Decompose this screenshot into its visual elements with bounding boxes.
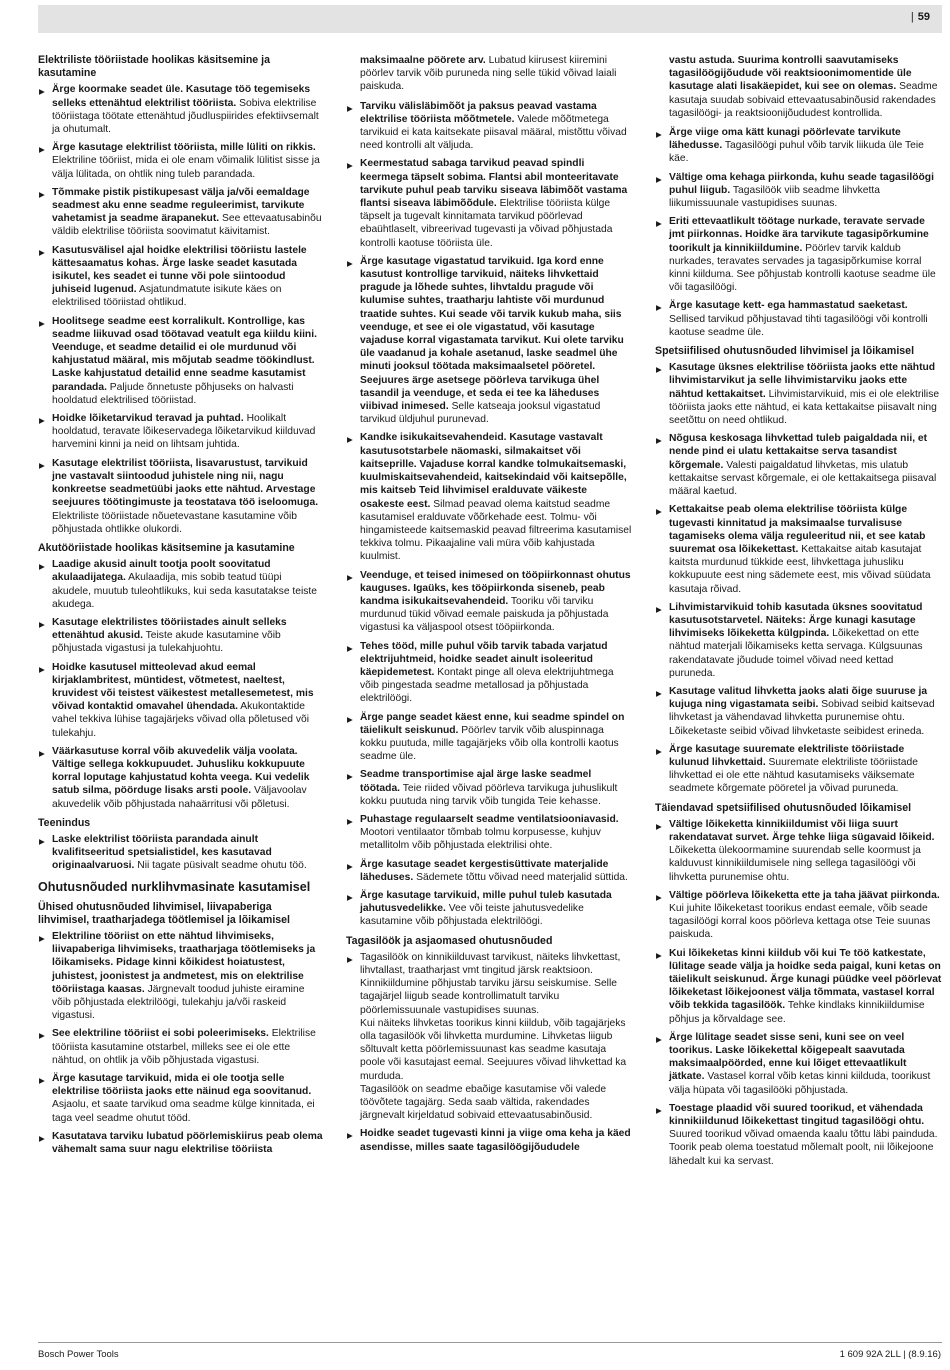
item-bold-text: Kasutage elektrilistes tööriistades ainult selleks ettenähtud akusid. bbox=[52, 616, 287, 642]
item-bold-text: Tõmmake pistik pistikupesast välja ja/või eemaldage seadmest aku enne seadme reguleerimist, tarvikute vahetamist ja seadme ärapanekut. bbox=[52, 186, 310, 225]
list-item bbox=[655, 743, 942, 796]
item-bold-text: See elektriline tööriist ei sobi poleerimiseks. bbox=[52, 1028, 269, 1040]
list-item bbox=[655, 685, 942, 738]
item-text: Pöörlev tarvik võib aluspinnaga kokku puutuda, mille tagajärjeks võib olla kontrolli kaotus seadme üle. bbox=[360, 724, 619, 763]
item-bold-text: Ärge lülitage seadet sisse seni, kuni see on veel toorikus. Laske lõikekettal kõigepealt saavutada maksimaalpöörded, enne kui lõiget ettevaatlikult jätkate. bbox=[669, 1031, 907, 1083]
item-text: Kui juhite lõikeketast toorikus endast eemale, võib seade tagasilöögi korral koos pöörleva kettaga otse Teie suunas paiskuda. bbox=[669, 902, 931, 941]
paragraph: Kui näiteks lihvketas toorikus kinni kiildub, võib tagajärjeks olla tagasilöök või lihvketta murdumine. Lihvketas liigub sõltuvalt ketta pöörlemissuunast kas seadme kasutaja poole või kasutajast eemal. Seejuures võivad lihvkettad ka murduda. bbox=[360, 1017, 627, 1082]
item-bold-text: Ärge kasutage vigastatud tarvikuid. Iga kord enne kasutust kontrollige tarvikuid, näiteks lihvkettaid pragude ja lõhede suhtes, lihvtaldu pragude või kulumise suhtes, traatharju lahtiste või murdunud traatide suhtes. Kui seade või tarvik kukub maha, siis veenduge, et see ei ole vigastatud, või kasutage vajaduse korral vigastamata tarvikut. Kui olete tarviku üle vaadanud ja kohale asetanud, laske seadmel ühe minuti jooksul töötada maksimaalsetel pööretel. Seejuures ärge asetsege pöörleva tarvikuga ühel tasandil ja veenduge, et seda ei tee ka läheduses viibivad inimesed. bbox=[360, 255, 624, 413]
list-item bbox=[655, 947, 942, 1026]
item-text: Selle katseaja jooksul vigastatud tarvikud üldjuhul purunevad. bbox=[360, 401, 601, 426]
item-text: Akukontaktide vahel tekkiva lühise tagajärjeks võivad olla põletused või tulekahju. bbox=[52, 701, 309, 739]
item-bold-text: Kasutusvälisel ajal hoidke elektrilisi tööriistu lastele kättesaamatus kohas. Ärge laske seadet kasutada isikutel, kes seadet ei tunne või pole siintoodud juhiseid lugenud. bbox=[52, 244, 307, 296]
section-heading-cutting: Täiendavad spetsiifilised ohutusnõuded lõikamisel bbox=[655, 801, 912, 814]
item-text: Kontakt pinge all oleva elektrijuhtmega võib pingestada seadme metallosad ja põhjustada elektrilöögi. bbox=[360, 666, 614, 705]
list-item bbox=[346, 569, 632, 635]
item-text: See ettevaatusabinõu väldib elektrilise tööriista soovimatut käivitamist. bbox=[52, 213, 322, 238]
list-item bbox=[38, 141, 323, 181]
column-3 bbox=[655, 54, 942, 1174]
list-item bbox=[655, 889, 942, 942]
list-item bbox=[346, 255, 632, 427]
list-item bbox=[655, 171, 942, 211]
item-bold-text: Kasutage üksnes elektrilise tööriista jaoks ette nähtud lihvimistarvikut ja selle lihvimistarviku jaoks ette nähtud kettakaitset. bbox=[669, 362, 936, 400]
item-bold-text: Hoolitsege seadme eest korralikult. Kontrollige, kas seadme liikuvad osad töötavad veatult ega kiildu kiini. Veenduge, et seadme detailid ei ole murdunud või kahjustatud määral, mis mõjutab seadme töökindlust. Laske kahjustatud detailid enne seadme kasutamist parandada. bbox=[52, 315, 317, 393]
item-bold-text: Keermestatud sabaga tarvikud peavad spindli keermega täpselt sobima. Flantsi abil monteeritavate tarvikute puhul peab tarviku siseava läbimõõt vastama flantsi siseava läbimõõdule. bbox=[360, 158, 628, 210]
item-text: Asjaolu, et saate tarvikud oma seadme külge kinnitada, ei taga veel seadme ohutut tööd. bbox=[52, 1099, 315, 1124]
item-bold-text: Kui lõikeketas kinni kiildub või kui Te töö katkestate, lülitage seade välja ja hoidke seda paigal, kuni ketas on täielikult seiskunud. Ärge kunagi püüdke veel pöörlevat lõikeketast lõikejoonest välja tõmmata, vastasel korral võib tekkida tagasilöök. bbox=[669, 947, 942, 1012]
item-text: Tooriku või tarviku murdunud tükid võivad eemale paiskuda ja põhjustada vigastusi ka väljaspool otsest tööpiirkonda. bbox=[360, 595, 609, 634]
item-bold-text: Hoidke kasutusel mitteolevad akud eemal kirjaklambritest, müntidest, võtmetest, naeltest, kruvidest või teistest väikestest metallesemetest, mis võivad kontaktid omavahel ühendada. bbox=[52, 661, 314, 713]
item-text: Sädemete tõttu võivad need materjalid süttida. bbox=[413, 871, 628, 883]
list-item bbox=[346, 157, 632, 249]
list-item bbox=[38, 186, 323, 239]
item-text: Elektriline tööriist, mida ei ole enam võimalik lülitist sisse ja välja lülitada, on ohtlik ning tuleb parandada. bbox=[52, 155, 320, 180]
item-text: Tagasilöök viib seadme lihvketta liikumissuunale vastupidises suunas. bbox=[669, 184, 880, 210]
item-bold-text: Kasutatava tarviku lubatud pöörlemiskiirus peab olema vähemalt sama suur nagu elektrilise tööriista bbox=[52, 1130, 323, 1156]
list-item bbox=[38, 833, 323, 873]
item-bold-text: Ärge kasutage suuremate elektriliste tööriistade kulunud lihvkettaid. bbox=[669, 743, 905, 768]
item-text: Elektriliste tööriistade nõuetevastane kasutamine võib põhjustada ohtlikke olukordi. bbox=[52, 510, 297, 535]
item-text: Asjatundmatute isikute käes on elektrilised tööriistad ohtlikud. bbox=[52, 284, 282, 309]
item-text: Suuremate elektriliste tööriistade lihvkettad ei ole ette nähtud kasutamiseks väiksemate seadmete kõrgemate pööretel ja võivad puruneda. bbox=[669, 756, 918, 795]
footer-doc-id: 1 609 92A 2LL | (8.9.16) bbox=[839, 1349, 941, 1360]
section-heading-service: Teenindus bbox=[38, 816, 91, 829]
list-item-continued: vastu astuda. Suurima kontrolli saavutamiseks tagasilöögijõudude või reaktsioonimomentide üle kasutage alati lisakäepidet, kui see on olemas. Seadme kasutaja suudab sobivaid ettevaatusabinõusid rakendades tagasilöögi- ja reaktsioonijõududest kontrollida. bbox=[669, 55, 938, 119]
item-bold-text: Lihvimistarvikuid tohib kasutada üksnes soovitatud kasutusotstarvetel. Näiteks: Ärge kunagi kasutage lihvimiseks lõikeketta külgpinda. bbox=[669, 601, 923, 640]
item-bold-text: Seadme transportimise ajal ärge laske seadmel töötada. bbox=[360, 769, 592, 794]
list-item bbox=[38, 558, 323, 611]
item-bold-text: Ärge pange seadet käest enne, kui seadme spindel on täielikult seiskunud. bbox=[360, 711, 625, 736]
list-item: ▶ Hoidke seadet tugevasti kinni ja viige oma keha ja käed asendisse, milles saate tagasilöögijõududele bbox=[346, 1127, 632, 1153]
item-text: Teiste akude kasutamine võib põhjustada vigastusi ja tulekahjuohtu. bbox=[52, 630, 281, 655]
list-col3 bbox=[655, 54, 942, 120]
item-text: Vee või teiste jahutusvedelike kasutamine võib põhjustada elektrilöögi. bbox=[360, 903, 584, 928]
list-item bbox=[655, 215, 942, 294]
item-bold-text: Väärkasutuse korral võib akuvedelik välja voolata. Vältige sellega kokkupuudet. Juhusliku kokkupuute korral loputage kahjustatud kohta veega. Kui vedelik satub silma, pöörduge lisaks arsti poole. bbox=[52, 745, 310, 797]
item-bold-text: Hoidke lõiketarvikud teravad ja puhtad. bbox=[52, 413, 244, 425]
list-kickback bbox=[346, 951, 632, 1154]
list-item bbox=[346, 813, 632, 853]
list-item bbox=[38, 930, 323, 1022]
list-item bbox=[655, 299, 942, 339]
list-item bbox=[38, 412, 323, 452]
item-text: Mootori ventilaator tõmbab tolmu korpusesse, kuhjuv metallitolm võib põhjustada elektrilisi ohte. bbox=[360, 827, 601, 852]
item-bold-text: Ärge kasutage kett- ega hammastatud saeketast. bbox=[669, 300, 908, 312]
list-item bbox=[655, 601, 942, 680]
list-item bbox=[346, 858, 632, 884]
list-col3-items bbox=[655, 126, 942, 339]
item-text: Suured toorikud võivad omaenda kaalu tõttu läbi painduda. Toorik peab olema toestatud mõlemalt poolt, nii lõikejoone lähedalt kui ka servast. bbox=[669, 1129, 938, 1167]
list-cutting bbox=[655, 818, 942, 1168]
item-text: Järgnevalt toodud juhiste eiramine võib põhjustada elektrilöögi, tulekahju ja/või raskeid vigastusi. bbox=[52, 983, 305, 1022]
item-text: Akulaadija, mis sobib teatud tüüpi akudele, muutub tuleohtlikuks, kui seda kasutatakse teiste akudega. bbox=[52, 572, 318, 610]
item-text: Valede mõõtmetega tarvikuid ei kata kaitsekate piisaval määral, mistõttu võivad need kontrolli alt väljuda. bbox=[360, 113, 627, 152]
item-bold-text: Tehes tööd, mille puhul võib tarvik tabada varjatud elektrijuhtmeid, hoidke seadet ainult isoleeritud käepidemetest. bbox=[360, 640, 608, 678]
list-item bbox=[346, 768, 632, 808]
item-text: Valesti paigaldatud lihvketas, mis ulatub kettakaitse servast kõrgemale, ei ole kettakaitsega piisaval määral kaetud. bbox=[669, 459, 937, 498]
paragraph: Tagasilöök on seadme ebaõige kasutamise või valede töövõtete tagajärg. Seda saab vältida, rakendades järgnevalt kirjeldatud sobivaid ettevaatusabinõusid. bbox=[360, 1083, 607, 1122]
list-item bbox=[655, 126, 942, 166]
item-bold-text: Veenduge, et teised inimesed on tööpiirkonnast ohutus kauguses. Igaüks, kes tööpiirkonda siseneb, peab kandma isikukaitsevahendeid. bbox=[360, 569, 631, 607]
list-col2 bbox=[346, 54, 632, 94]
list-item-continued: maksimaalne pöörete arv. Lubatud kiirusest kiiremini pöörlev tarvik võib puruneda ning selle tükid võivad laiali paiskuda. bbox=[360, 55, 617, 93]
list-col2-items bbox=[346, 100, 632, 929]
item-text: Tehke kindlaks kinnikiildumise põhjus ja kõrvaldage see. bbox=[669, 1000, 925, 1025]
item-text: Tagasilöögi puhul võib tarvik liikuda üle Teie käe. bbox=[669, 140, 924, 165]
item-bold-text: Tarviku välisläbimõõt ja paksus peavad vastama elektrilise tööriista mõõtmetele. bbox=[360, 100, 597, 125]
item-bold-text: Vältige lõikeketta kinnikiildumist või liiga suurt rakendatavat survet. Ärge tehke liiga sügavaid lõikeid. bbox=[669, 818, 935, 843]
chapter-heading-grinders: Ohutusnõuded nurklihvmasinate kasutamisel bbox=[38, 879, 311, 894]
list-battery bbox=[38, 558, 323, 811]
footer-brand: Bosch Power Tools bbox=[38, 1349, 119, 1360]
list-item bbox=[346, 889, 632, 929]
item-bold-text: Ärge koormake seadet üle. Kasutage töö tegemiseks selleks ettenähtud elektrilist tööriista. bbox=[52, 84, 311, 109]
list-item bbox=[38, 616, 323, 656]
list-item bbox=[346, 640, 632, 706]
item-bold-text: Laske elektrilist tööriista parandada ainult kvalifitseeritud spetsialistidel, kes kasutavad originaalvaruosi. bbox=[52, 833, 272, 872]
section-heading-kickback: Tagasilöök ja asjaomased ohutusnõuded bbox=[346, 934, 553, 947]
item-bold-text: Nõgusa keskosaga lihvkettad tuleb paigaldada nii, et nende pind ei ulatu kettakaitse serva tasandist kõrgemale. bbox=[669, 433, 928, 471]
page-number: | 59 bbox=[910, 11, 930, 23]
list-item bbox=[655, 818, 942, 884]
list-item bbox=[655, 1031, 942, 1097]
item-text: Nii tagate püsivalt seadme ohutu töö. bbox=[134, 860, 307, 872]
column-2 bbox=[346, 54, 632, 1160]
list-item bbox=[655, 1102, 942, 1168]
item-text: Paljude õnnetuste põhjuseks on halvasti hooldatud elektrilised tööriistad. bbox=[52, 381, 294, 406]
item-text: Vastasel korral võib ketas kinni kiilduda, toorikust välja hüpata või tagasilööki põhjustada. bbox=[669, 1071, 931, 1096]
list-item bbox=[38, 457, 323, 536]
list-item bbox=[38, 1027, 323, 1067]
list-item bbox=[38, 661, 323, 740]
footer-divider bbox=[38, 1342, 942, 1343]
item-bold-text: Vältige oma kehaga piirkonda, kuhu seade tagasilöögi puhul liigub. bbox=[669, 171, 934, 196]
list-usage bbox=[38, 83, 323, 536]
column-1 bbox=[38, 54, 323, 1162]
list-item bbox=[38, 1072, 323, 1125]
item-bold-text: Ärge kasutage tarvikuid, mille puhul tuleb kasutada jahutusvedelikke. bbox=[360, 889, 612, 915]
list-common bbox=[38, 930, 323, 1156]
item-bold-text: Elektriline tööriist on ette nähtud lihvimiseks, liivapaberiga lihvimiseks, traatharjaga töötlemiseks ja lõikamiseks. Pidage kinni kõikidest hoiatustest, juhistest, joonistest ja andmetest, mis on elektrilise tööriistaga kaasas. bbox=[52, 930, 316, 995]
item-bold-text: Ärge kasutage tarvikuid, mida ei ole tootja selle elektrilise tööriista jaoks ette näinud ega soovitanud. bbox=[52, 1073, 312, 1098]
page-header-bar bbox=[38, 5, 942, 33]
list-item bbox=[655, 432, 942, 498]
item-text: Hoolikalt hooldatud, teravate lõikeservadega lõiketarvikud kiilduvad harvemini kinni ja neid on lihtsam juhtida. bbox=[52, 413, 316, 451]
list-item bbox=[346, 431, 632, 563]
item-bold-text: Laadige akusid ainult tootja poolt soovitatud akulaadijatega. bbox=[52, 559, 271, 584]
item-text: Silmad peavad olema kaitstud seadme kasutamisel eralduvate võõrkehade eest. Tolmu- või hingamisteede kaitsemaskid peavad filtreerima kasutamisel tekkiva tolmu. Pikaajaline vali müra võib kahjustada kuulmist. bbox=[360, 498, 632, 563]
item-text: Teie riided võivad pöörleva tarvikuga juhuslikult kokku puutuda ning tarvik võib tungida Teie kehasse. bbox=[360, 782, 618, 807]
list-service bbox=[38, 833, 323, 873]
list-item-kickback-explanation bbox=[346, 951, 632, 1123]
item-bold-text: Kandke isikukaitsevahendeid. Kasutage vastavalt kasutusotstarbele näomaski, silmakaitset või kaitseprille. Vajaduse korral kandke tolmukaitsemaski, kuulmiskaitsevahendeid, kaitsekindaid või kaitsepõlle, mis kaitseb Teid lihvimisel eralduvate väikeste osakeste eest. bbox=[360, 432, 627, 510]
item-text: Elektrilise tööriista kasutamine otstarbel, milleks see ei ole ette nähtud, on ohtlik ja võib põhjustada vigastusi. bbox=[52, 1028, 316, 1066]
item-bold-text: Ärge kasutage elektrilist tööriista, mille lüliti on rikkis. bbox=[52, 142, 316, 154]
list-item bbox=[655, 361, 942, 427]
item-text: Pöörlev tarvik kaldub nurkades, teravates servades ja tagasipõrkumise korral kinni kiilduma. See põhjustab kontrolli kaotuse seadme üle või tagasilöögi. bbox=[669, 242, 936, 294]
paragraph: ▶ Tagasilöök on kinnikiilduvast tarvikust, näiteks lihvkettast, lihvtallast, traatharjast vmt tingitud järsk reaktsioon. Kinnikiildumine põhjustab tarviku järsu seiskumise. Selle tagajärjel liigub seade kontrollimatult tarviku pöörlemissuunale vastupidises suunas. bbox=[360, 951, 621, 1016]
item-text: Sobiva elektrilise tööriistaga töötate ettenähtud jõudluspiirides efektiivsemalt ja ohutumalt. bbox=[52, 97, 319, 136]
section-heading-usage: Elektriliste tööriistade hoolikas käsitsemine ja kasutamine bbox=[38, 54, 270, 80]
list-special bbox=[655, 361, 942, 795]
item-text: Sellised tarvikud põhjustavad tihti tagasilöögi või kontrolli kaotuse seadme üle. bbox=[669, 313, 928, 338]
list-item bbox=[655, 503, 942, 595]
section-heading-battery: Akutööriistade hoolikas käsitsemine ja kasutamine bbox=[38, 541, 295, 554]
list-item bbox=[346, 100, 632, 153]
item-text: Elektrilise tööriista külge täpselt ja tugevalt kinnitamata tarvikud pöörlevad ebaühtlaselt, vibreerivad tugevasti ja võivad põhjustada kontrolli kaotuse tööriista üle. bbox=[360, 198, 613, 249]
list-item bbox=[38, 244, 323, 310]
item-text: Lihvimistarvikuid, mis ei ole elektrilise tööriista jaoks ette nähtud, ei kata kettakaitse piisavalt ning seetõttu on need ohtlikud. bbox=[669, 388, 940, 427]
list-item bbox=[38, 315, 323, 407]
item-bold-text: Kasutage valitud lihvketta jaoks alati õige suuruse ja kujuga ning vigastamata seibi. bbox=[669, 685, 928, 711]
list-item bbox=[38, 1130, 323, 1156]
section-heading-special: Spetsiifilised ohutusnõuded lihvimisel ja lõikamisel bbox=[655, 345, 915, 358]
item-text: Lõikeketta ülekoormamine suurendab selle koormust ja kalduvust kinnikiildumisele ning sellega tagasilöögi või lihvketta purunemise ohtu. bbox=[669, 845, 921, 883]
item-bold-text: Ärge kasutage seadet kergestisüttivate materjalide läheduses. bbox=[360, 858, 609, 883]
item-bold-text: Ärge viige oma kätt kunagi pöörlevate tarvikute lähedusse. bbox=[669, 127, 901, 152]
item-bold-text: Eriti ettevaatlikult töötage nurkade, teravate servade jmt piirkonnas. Hoidke ära tarvikute tagasipõrkumine toorikult ja kinnikiildumine. bbox=[669, 216, 929, 254]
list-item bbox=[346, 711, 632, 764]
list-item bbox=[38, 745, 323, 811]
item-text: Sobivad seibid kaitsevad lihvketast ja vähendavad lihvketta purunemise ohtu. Lõikeketaste seibid võivad lihvketaste seibidest erineda. bbox=[669, 699, 935, 737]
item-text: Väljavoolav akuvedelik võib põhjustada nahaärritusi või põletusi. bbox=[52, 785, 307, 810]
section-heading-common: Ühised ohutusnõuded lihvimisel, liivapaberiga lihvimisel, traatharjadega töötlemisel ja lõikamisel bbox=[38, 900, 290, 926]
list-item bbox=[38, 83, 323, 136]
item-bold-text: Puhastage regulaarselt seadme ventilatsiooniavasid. bbox=[360, 813, 619, 825]
item-bold-text: Kettakaitse peab olema elektrilise tööriista külge tugevasti kinnitatud ja maksimaalse turvalisuse tagamiseks olema välja reguleeritud nii, et see katab suuremat osa lõikekettast. bbox=[669, 504, 926, 555]
item-bold-text: Toestage plaadid või suured toorikud, et vähendada kinnikiildunud lõikekettast tingitud tagasilöögi ohtu. bbox=[669, 1102, 925, 1128]
item-text: Kettakaitse aitab kasutajat kaitsta murdunud tükkide eest, lihvkettaga juhusliku kokkupuute eest ning sädemete eest, mis võivad süüdata kasutaja rõivad. bbox=[669, 543, 931, 595]
item-bold-text: Vältige pöörleva lõikeketta ette ja taha jäävat piirkonda. bbox=[669, 889, 940, 901]
item-text: Lõikekettad on ette nähtud materjali lõikamiseks ketta servaga. Külgsuunas rakendatavate jõudude toimel võivad need kettad puruneda. bbox=[669, 628, 923, 679]
item-bold-text: Kasutage elektrilist tööriista, lisavarustust, tarvikuid jne vastavalt siintoodud juhistele ning nii, nagu konkreetse seadmetüübi jaoks ette nähtud. Arvestage seejuures töötingimuste ja teostatava töö iseloomuga. bbox=[52, 457, 319, 509]
